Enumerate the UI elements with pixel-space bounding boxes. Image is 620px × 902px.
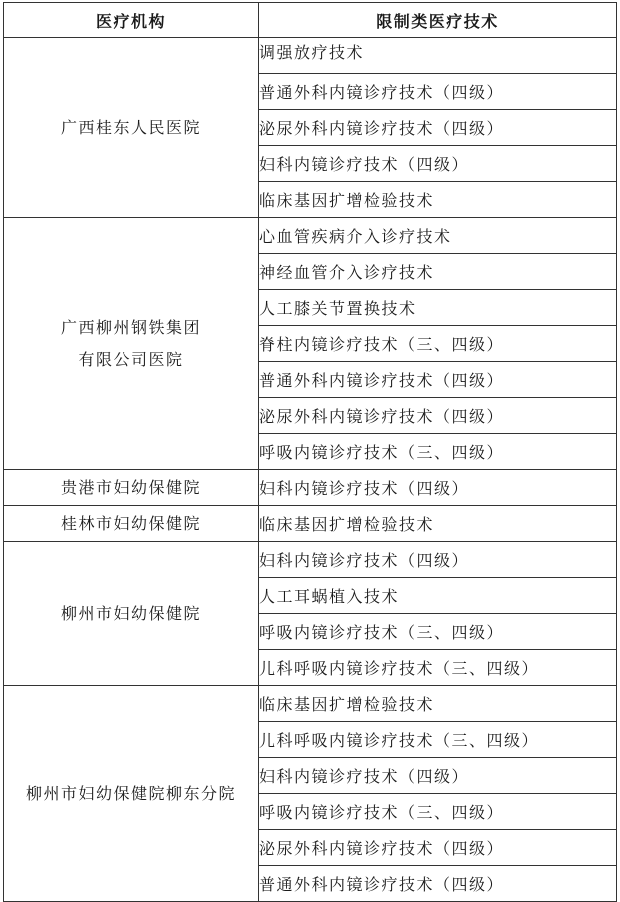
institution-cell	[4, 38, 259, 218]
technology-cell: 普通外科内镜诊疗技术（四级）	[259, 866, 617, 902]
technology-cell: 泌尿外科内镜诊疗技术（四级）	[259, 830, 617, 866]
technology-cell: 泌尿外科内镜诊疗技术（四级）	[259, 110, 617, 146]
header-row	[4, 3, 617, 38]
technology-cell: 呼吸内镜诊疗技术（三、四级）	[259, 434, 617, 470]
technology-cell: 泌尿外科内镜诊疗技术（四级）	[259, 398, 617, 434]
technology-cell: 神经血管介入诊疗技术	[259, 254, 617, 290]
institution-cell	[4, 506, 259, 542]
technology-cell: 妇科内镜诊疗技术（四级）	[259, 758, 617, 794]
table-row	[4, 38, 617, 74]
institution-cell	[4, 470, 259, 506]
technology-cell: 普通外科内镜诊疗技术（四级）	[259, 74, 617, 110]
technology-cell: 儿科呼吸内镜诊疗技术（三、四级）	[259, 722, 617, 758]
table-row	[4, 470, 617, 506]
institution-cell	[4, 218, 259, 470]
institution-name: 桂林市妇幼保健院	[60, 513, 201, 533]
table-row	[4, 218, 617, 254]
technology-cell: 调强放疗技术	[259, 38, 617, 74]
institution-cell	[4, 686, 259, 902]
institution-name: 广西桂东人民医院	[60, 117, 201, 137]
medical-technology-table	[3, 2, 617, 902]
technology-cell: 普通外科内镜诊疗技术（四级）	[259, 362, 617, 398]
technology-cell: 儿科呼吸内镜诊疗技术（三、四级）	[259, 650, 617, 686]
table-row	[4, 506, 617, 542]
technology-cell: 临床基因扩增检验技术	[259, 686, 617, 722]
table-row	[4, 686, 617, 722]
header-institution: 医疗机构	[4, 3, 259, 38]
technology-cell: 心血管疾病介入诊疗技术	[259, 218, 617, 254]
institution-name: 贵港市妇幼保健院	[60, 477, 201, 497]
technology-cell: 妇科内镜诊疗技术（四级）	[259, 542, 617, 578]
institution-name: 柳州市妇幼保健院柳东分院	[25, 783, 236, 803]
technology-cell: 临床基因扩增检验技术	[259, 182, 617, 218]
technology-cell: 妇科内镜诊疗技术（四级）	[259, 470, 617, 506]
table-row	[4, 542, 617, 578]
technology-cell: 临床基因扩增检验技术	[259, 506, 617, 542]
technology-cell: 呼吸内镜诊疗技术（三、四级）	[259, 614, 617, 650]
technology-cell: 脊柱内镜诊疗技术（三、四级）	[259, 326, 617, 362]
header-technology: 限制类医疗技术	[259, 3, 617, 38]
institution-name: 柳州市妇幼保健院	[60, 603, 201, 623]
institution-name-line: 广西柳州钢铁集团	[60, 317, 201, 337]
technology-cell: 人工膝关节置换技术	[259, 290, 617, 326]
technology-cell: 妇科内镜诊疗技术（四级）	[259, 146, 617, 182]
institution-name-line: 有限公司医院	[78, 349, 184, 369]
technology-cell: 人工耳蜗植入技术	[259, 578, 617, 614]
technology-cell: 呼吸内镜诊疗技术（三、四级）	[259, 794, 617, 830]
institution-cell	[4, 542, 259, 686]
